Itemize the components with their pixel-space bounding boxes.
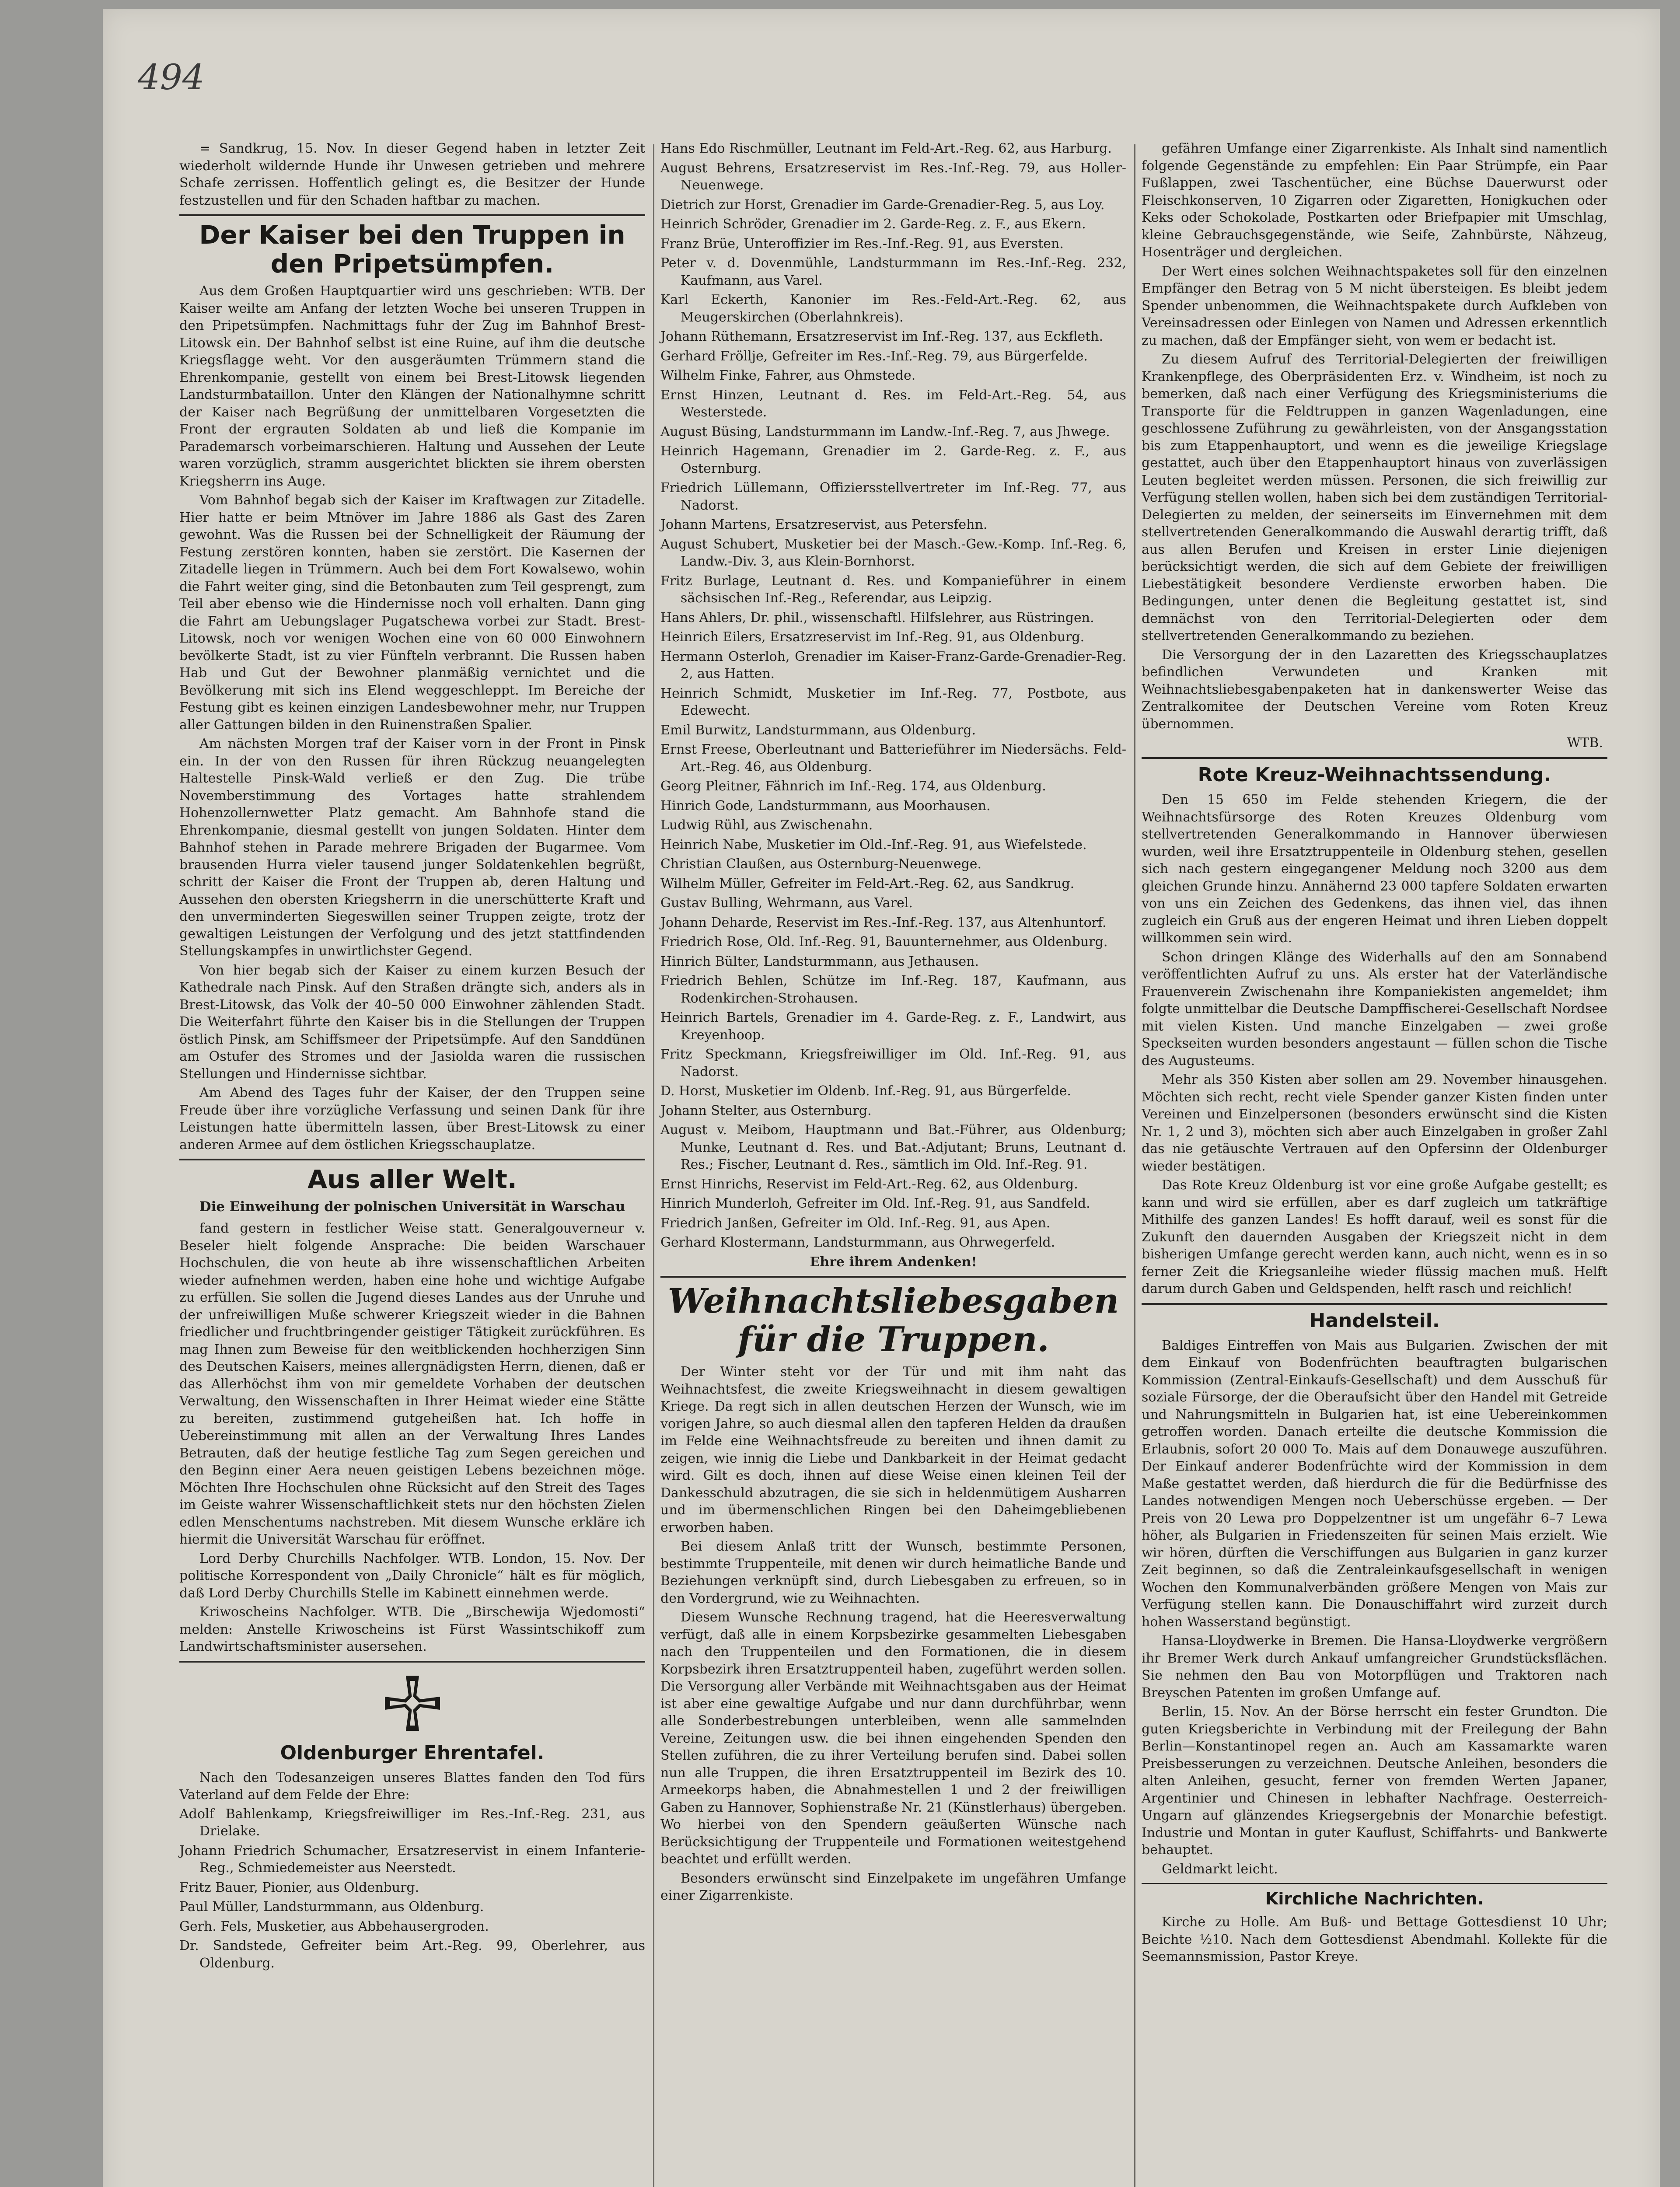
fallen-entry: August Schubert, Musketier bei der Masch.-Gew.-Komp. Inf.-Reg. 6, Landw.-Div. 3, aus Klein-Bornhorst.: [660, 536, 1126, 569]
ehrentafel-entry: Paul Müller, Landsturmmann, aus Oldenburg.: [179, 1899, 484, 1914]
fallen-entry: Hinrich Bülter, Landsturmmann, aus Jethausen.: [660, 954, 979, 969]
kaiser-paragraph: Von hier begab sich der Kaiser zu einem kurzen Besuch der Kathedrale nach Pinsk. Auf den Straßen drängte sich, anders als in Brest-Litowsk, das Volk der 40–50 000 Einwohner zählenden Stadt. Die Weiterfahrt führte den Kaiser bis in die Stellungen der Truppen östlich Pinsk, am Schiffsmeer der Pripetsümpfe. Auf den Sanddünen am Ostufer des Stromes und der Jasiolda waren die russischen Stellungen und Hindernisse sichtbar.: [179, 962, 645, 1082]
kirche-paragraph: Kirche zu Holle. Am Buß- und Bettage Gottesdienst 10 Uhr; Beichte ½10. Nach dem Gottesdienst Abendmahl. Kollekte für die Seemannsmission, Pastor Kreye.: [1142, 1914, 1607, 1964]
kaiser-paragraph: Am Abend des Tages fuhr der Kaiser, der den Truppen seine Freude über ihre vorzügliche Verfassung und seinen Dank für ihre Leistungen hatte übermitteln lassen, über Brest-Litowsk zu einer anderen Armee auf dem östlichen Kriegsschauplatze.: [179, 1085, 645, 1153]
ehrentafel-headline: Oldenburger Ehrentafel.: [280, 1741, 545, 1764]
liebesgaben-paragraph: gefähren Umfange einer Zigarrenkiste. Als Inhalt sind namentlich folgende Gegenstände zu empfehlen: Ein Paar Strümpfe, ein Paar Fußlappen, zwei Taschentücher, eine Büchse Dauerwurst oder Fleischkonserven, 10 Zigarren oder Zigaretten, Honigkuchen oder Keks oder Schokolade, Postkarten oder Briefpapier mit Umschlag, kleine Gebrauchsgegenstände, wie Seife, Zahnbürste, Nähzeug, Hosenträger und dergleichen.: [1142, 141, 1607, 260]
welt-headline: Aus aller Welt.: [307, 1164, 517, 1194]
fallen-entry: August Büsing, Landsturmmann im Landw.-Inf.-Reg. 7, aus Jhwege.: [660, 424, 1110, 440]
column-2: [660, 140, 1126, 1906]
iron-cross-icon: [179, 1670, 645, 1738]
fallen-entry: Karl Eckerth, Kanonier im Res.-Feld-Art.-Reg. 62, aus Meugerskirchen (Oberlahnkreis).: [660, 292, 1126, 325]
handel-paragraph: Berlin, 15. Nov. An der Börse herrscht ein fester Grundton. Die guten Kriegsberichte in Verbindung mit der Freilegung der Bahn Berlin—Konstantinopel regen an. Auch am Kassamarkte waren Preisbesserungen zu verzeichnen. Deutsche Anleihen, besonders die alten Anleihen, gesucht, ferner von fremden Werten Japaner, Argentinier und Chinesen in lebhafter Nachfrage. Oesterreich-Ungarn auf glänzendes Kriegsergebnis der Monarchie befestigt. Industrie und Montan in guter Kauflust, Schiffahrts- und Bankwerte behauptet.: [1142, 1704, 1607, 1858]
fallen-entry: Dietrich zur Horst, Grenadier im Garde-Grenadier-Reg. 5, aus Loy.: [660, 197, 1105, 213]
agency-sign: WTB.: [1567, 735, 1603, 751]
rotes-kreuz-headline: Rote Kreuz-Weihnachtssendung.: [1198, 764, 1551, 786]
fallen-entry: August Behrens, Ersatzreservist im Res.-Inf.-Reg. 79, aus Holler-Neuenwege.: [660, 160, 1126, 193]
column-divider: [653, 144, 654, 2187]
handelsteil-headline: Handelsteil.: [1309, 1309, 1440, 1332]
fallen-entry: Franz Brüe, Unteroffizier im Res.-Inf.-Reg. 91, aus Eversten.: [660, 236, 1064, 252]
ehrentafel-entry: Gerh. Fels, Musketier, aus Abbehausergroden.: [179, 1918, 489, 1934]
fallen-entry: August v. Meibom, Hauptmann und Bat.-Führer, aus Oldenburg; Munke, Leutnant d. Res. und Bat.-Adjutant; Bruns, Leutnant d. Res.; Fischer, Leutnant d. Res., sämtlich im Old. Inf.-Reg. 91.: [660, 1122, 1126, 1172]
fallen-entry: Emil Burwitz, Landsturmmann, aus Oldenburg.: [660, 722, 976, 738]
column-divider: [1134, 144, 1135, 2187]
page-number: 494: [138, 57, 205, 98]
fallen-entry: Friedrich Janßen, Gefreiter im Old. Inf.-Reg. 91, aus Apen.: [660, 1215, 1051, 1231]
fallen-entry: Heinrich Bartels, Grenadier im 4. Garde-Reg. z. F., Landwirt, aus Kreyenhoop.: [660, 1010, 1126, 1043]
fallen-entry: Wilhelm Finke, Fahrer, aus Ohmstede.: [660, 368, 916, 383]
column-3: [1142, 140, 1607, 1967]
fallen-entry: Heinrich Eilers, Ersatzreservist im Inf.-Reg. 91, aus Oldenburg.: [660, 629, 1085, 645]
weihnacht-paragraph: Besonders erwünscht sind Einzelpakete im ungefähren Umfange einer Zigarrenkiste.: [660, 1870, 1126, 1903]
section-rule: [1142, 757, 1607, 759]
newspaper-page: [103, 9, 1660, 2187]
fallen-entry: Hermann Osterloh, Grenadier im Kaiser-Franz-Garde-Grenadier-Reg. 2, aus Hatten.: [660, 649, 1126, 681]
fallen-entry: Ernst Hinzen, Leutnant d. Res. im Feld-Art.-Reg. 54, aus Westerstede.: [660, 387, 1126, 420]
ehrentafel-entry: Johann Friedrich Schumacher, Ersatzreservist in einem Infanterie-Reg., Schmiedemeister aus Neerstedt.: [179, 1843, 645, 1876]
section-rule: [179, 1159, 645, 1160]
fallen-entry: Heinrich Schröder, Grenadier im 2. Garde-Reg. z. F., aus Ekern.: [660, 217, 1086, 232]
liebesgaben-paragraph: Der Wert eines solchen Weihnachtspaketes soll für den einzelnen Empfänger den Betrag von 5 M nicht übersteigen. Es bleibt jedem Spender unbenommen, die Weihnachtspakete durch Aufkleben von Vereinsadressen oder Einlegen von Namen und Adressen erkenntlich zu machen, daß der Empfänger sieht, von wem er bedacht ist.: [1142, 263, 1607, 348]
section-rule: [1142, 1883, 1607, 1884]
weihnacht-paragraph: Bei diesem Anlaß tritt der Wunsch, bestimmte Personen, bestimmte Truppenteile, mit denen wir durch heimatliche Bande und Beziehungen verknüpft sind, durch Liebesgaben zu erfreuen, so in den Vordergrund, wie zu Weihnachten.: [660, 1539, 1126, 1606]
kaiser-paragraph: Aus dem Großen Hauptquartier wird uns geschrieben: WTB. Der Kaiser weilte am Anfang der letzten Woche bei unseren Truppen in den Pripetsümpfen. Nachmittags fuhr der Zug im Bahnhof Brest-Litowsk ein. Der Bahnhof selbst ist eine Ruine, auf ihm die deutsche Kriegsflagge weht. Vor den ausgeräumten Trümmern stand die Ehrenkompanie, gestellt von einem bei Brest-Litowsk liegenden Landsturmbataillon. Unter den Klängen der Nationalhymne schritt der Kaiser nach Begrüßung der unmittelbaren Vorgesetzten die Front der ergrauten Soldaten ab und ließ die Kompanie im Parademarsch vorbeimarschieren. Haltung und Aussehen der Leute waren vorzüglich, stramm ausgerichtet blickten sie ihrem obersten Kriegsherrn ins Auge.: [179, 283, 645, 489]
section-rule: [179, 1661, 645, 1663]
rotes-kreuz-paragraph: Schon dringen Klänge des Widerhalls auf den am Sonnabend veröffentlichten Aufruf zu uns. Als erster hat der Vaterländische Frauenverein Zwischenahn ihre Kompaniekisten angemeldet; ihm folgte unmittelbar die Deutsche Dampffischerei-Gesellschaft Nordsee mit vielen Kisten. Und manche Einzelgaben — zwei große Speckseiten wurden besonders angestaunt — füllen schon die Tische des Augusteums.: [1142, 949, 1607, 1069]
fallen-entry: Johann Martens, Ersatzreservist, aus Petersfehn.: [660, 517, 988, 532]
fallen-entry: Fritz Burlage, Leutnant d. Res. und Kompanieführer in einem sächsischen Inf.-Reg., Referendar, aus Leipzig.: [660, 573, 1126, 606]
fallen-entry: Heinrich Schmidt, Musketier im Inf.-Reg. 77, Postbote, aus Edewecht.: [660, 685, 1126, 718]
fallen-entry: Heinrich Nabe, Musketier im Old.-Inf.-Reg. 91, aus Wiefelstede.: [660, 837, 1087, 852]
kaiser-paragraph: Vom Bahnhof begab sich der Kaiser im Kraftwagen zur Zitadelle. Hier hatte er beim Mtnöver im Jahre 1886 als Gast des Zaren gewohnt. Was die Russen bei der Schnelligkeit der Räumung der Festung zerstören konnten, haben sie zerstört. Die Kasernen der Zitadelle liegen in Trümmern. Auch bei dem Fort Kowalsewo, wohin die Fahrt weiter ging, sind die Betonbauten zum Teil gesprengt, zum Teil aber ebenso wie die Hindernisse noch voll erhalten. Dann ging die Fahrt am Uebungslager Pugatschewa vorbei zur Stadt. Brest-Litowsk, noch vor wenigen Wochen eine von 60 000 Einwohnern bevölkerte Stadt, ist zu vier Fünfteln verbrannt. Die Russen haben Hab und Gut der Bewohner planmäßig vernichtet und die Bevölkerung mit sich ins Elend weggeschleppt. Im Bereiche der Festung gibt es keinen einzigen Landesbewohner mehr, nur Truppen aller Gattungen bilden in den Ruinenstraßen Spalier.: [179, 493, 645, 733]
rotes-kreuz-paragraph: Das Rote Kreuz Oldenburg ist vor eine große Aufgabe gestellt; es kann und wird sie erfüllen, aber es darf zugleich um tatkräftige Mithilfe des ganzen Landes! Es hofft darauf, weil es sonst für die Zukunft den dauernden Ausgaben der Kriegszeit nicht in dem bisherigen Umfange gerecht werden kann, auch nicht, wenn es in so ferner Zeit die Kriegsanleihe wieder flüssig machen muß. Helft darum durch Gaben und Geldspenden, helft rasch und reichlich!: [1142, 1177, 1607, 1296]
welt-paragraph: Lord Derby Churchills Nachfolger. WTB. London, 15. Nov. Der politische Korrespondent von „Daily Chronicle“ hält es für möglich, daß Lord Derby Churchills Stelle im Kabinett einnehmen werde.: [179, 1551, 645, 1601]
fallen-entry: D. Horst, Musketier im Oldenb. Inf.-Reg. 91, aus Bürgerfelde.: [660, 1083, 1071, 1099]
fallen-entry: Christian Claußen, aus Osternburg-Neuenwege.: [660, 856, 982, 872]
fallen-entry: Gerhard Fröllje, Gefreiter im Res.-Inf.-Reg. 79, aus Bürgerfelde.: [660, 348, 1088, 364]
fallen-entry: Friedrich Rose, Old. Inf.-Reg. 91, Bauunternehmer, aus Oldenburg.: [660, 934, 1108, 950]
welt-subheading: Die Einweihung der polnischen Universität in Warschau: [199, 1199, 625, 1215]
ehrentafel-entry: Adolf Bahlenkamp, Kriegsfreiwilliger im Res.-Inf.-Reg. 231, aus Drielake.: [179, 1806, 645, 1839]
fallen-entry: Hinrich Gode, Landsturmmann, aus Moorhausen.: [660, 798, 991, 814]
fallen-entry: Johann Deharde, Reservist im Res.-Inf.-Reg. 137, aus Altenhuntorf.: [660, 915, 1107, 930]
column-1: [179, 140, 645, 1974]
fallen-entry: Heinrich Hagemann, Grenadier im 2. Garde-Reg. z. F., aus Osternburg.: [660, 444, 1126, 476]
fallen-entry: Johann Stelter, aus Osternburg.: [660, 1103, 872, 1118]
fallen-entry: Peter v. d. Dovenmühle, Landsturmmann im Res.-Inf.-Reg. 232, Kaufmann, aus Varel.: [660, 255, 1126, 288]
sandkrug-report: = Sandkrug, 15. Nov. In dieser Gegend haben in letzter Zeit wiederholt wildernde Hunde ihr Unwesen getrieben und mehrere Schafe zerrissen. Hoffentlich gelingt es, die Besitzer der Hunde festzustellen und für den Schaden haftbar zu machen.: [179, 141, 645, 208]
welt-paragraph: Kriwoscheins Nachfolger. WTB. Die „Birschewija Wjedomosti“ melden: Anstelle Kriwoscheins ist Fürst Wassintschikoff zum Landwirtschaftsminister ausersehen.: [179, 1604, 645, 1654]
weihnacht-paragraph: Diesem Wunsche Rechnung tragend, hat die Heeresverwaltung verfügt, daß alle in einem Korpsbezirke gesammelten Liebesgaben nach den Truppenteilen und den Formationen, die in diesem Korpsbezirk ihren Ersatztruppenteil haben, zugeführt werden sollen. Die Versorgung aller Verbände mit Weihnachtsgaben aus der Heimat ist aber eine gewaltige Aufgabe und nur dann durchführbar, wenn alle Sonderbestrebungen unterbleiben, wenn alle sammelnden Vereine, Zeitungen usw. die bei ihnen eingehenden Spenden den Stellen zuführen, die zu ihrer Verteilung berufen sind. Dabei sollen nun alle Truppen, die ihren Ersatztruppenteil im Bezirk des 10. Armeekorps haben, die Abnahmestellen 1 und 2 der freiwilligen Gaben zu Hannover, Sophienstraße Nr. 21 (Künstlerhaus) übergeben. Wo hierbei von den Spendern geäußerten Wünsche nach Berücksichtigung der Truppenteile und Formationen weitestgehend beachtet und erfüllt werden.: [660, 1610, 1126, 1867]
fallen-entry: Johann Rüthemann, Ersatzreservist im Inf.-Reg. 137, aus Eckfleth.: [660, 329, 1104, 344]
fallen-entry: Friedrich Behlen, Schütze im Inf.-Reg. 187, Kaufmann, aus Rodenkirchen-Strohausen.: [660, 973, 1126, 1006]
fallen-entry: Ludwig Rühl, aus Zwischenahn.: [660, 818, 873, 833]
fallen-entry: Hans Ahlers, Dr. phil., wissenschaftl. Hilfslehrer, aus Rüstringen.: [660, 610, 1094, 625]
liebesgaben-paragraph: Die Versorgung der in den Lazaretten des Kriegsschauplatzes befindlichen Verwundeten und Kranken mit Weihnachtsliebesgabenpaketen hat in dankenswerter Weise das Zentralkomitee der Deutschen Vereine vom Roten Kreuz übernommen.: [1142, 647, 1607, 732]
ehrentafel-entry: Fritz Bauer, Pionier, aus Oldenburg.: [179, 1880, 419, 1895]
fallen-entry: Ernst Hinrichs, Reservist im Feld-Art.-Reg. 62, aus Oldenburg.: [660, 1176, 1078, 1192]
kirchliche-headline: Kirchliche Nachrichten.: [1265, 1889, 1484, 1908]
section-rule: [660, 1276, 1126, 1278]
kaiser-paragraph: Am nächsten Morgen traf der Kaiser vorn in der Front in Pinsk ein. In der von den Russen für ihren Rückzug neuangelegten Haltestelle Pinsk-Wald verließ er den Zug. Die trübe Novemberstimmung des Vortages hatte strahlendem Hohenzollernwetter Platz gemacht. Am Bahnhofe stand die Ehrenkompanie, diesmal gestellt von jungen Soldaten. Hinter dem Bahnhof stehen in Parade mehrere Brigaden der Bugarmee. Vom brausenden Hurra vieler tausend junger Soldatenkehlen begrüßt, schritt der Kaiser die Front der Truppen ab, deren Haltung und Aussehen den obersten Kriegsherrn in die unerschütterte Kraft und den unverminderten Siegeswillen seiner Truppen zeigte, trotz der gewaltigen Leistungen der Verfolgung und des jetzt stattfindenden Stellungskampfes in unwirtlichster Gegend.: [179, 736, 645, 959]
welt-paragraph: fand gestern in festlicher Weise statt. Generalgouverneur v. Beseler hielt folgende Ansprache: Die beiden Warschauer Hochschulen, die von heute ab ihre wissenschaftlichen Arbeiten wieder aufnehmen werden, haben eine hohe und wichtige Aufgabe zu erfüllen. Sie sollen die Jugend dieses Landes aus der Unruhe und der unfreiwilligen Muße schwerer Kriegszeit wieder in die Bahnen friedlicher und fruchtbringender geistiger Tätigkeit zurückführen. Es mag Ihnen zum Beweise für den weitblickenden hochherzigen Sinn des Deutschen Kaisers, meines allergnädigsten Herrn, dienen, daß er das Allerhöchst ihm von mir gemeldete Vorhaben der deutschen Verwaltung, den Wissenschaften in Ihrer Heimat wieder eine Stätte zu bereiten, zustimmend gutgeheißen hat. Ich hoffe in Uebereinstimmung mit allen an der Verwaltung Ihres Landes Betrauten, daß der heutige festliche Tag zum Segen gereichen und den Beginn einer Aera neuen geistigen Lebens bezeichnen möge. Möchten Ihre Hochschulen ohne Rücksicht auf den Streit des Tages im Geiste wahrer Wissenschaftlichkeit stets nur den höchsten Zielen edlen Menschentums nachstreben. Mit diesem Wunsche erkläre ich hiermit die Universität Warschau für eröffnet.: [179, 1221, 645, 1547]
ehre-line: Ehre ihrem Andenken!: [810, 1254, 977, 1270]
handel-paragraph: Baldiges Eintreffen von Mais aus Bulgarien. Zwischen der mit dem Einkauf von Bodenfrüchten beauftragten bulgarischen Kommission (Zentral-Einkaufs-Gesellschaft) und dem Ausschuß für soziale Fürsorge, der die Oberaufsicht über den Handel mit Getreide und Nahrungsmitteln in Bulgarien hat, ist eine Uebereinkommen getroffen worden. Danach erteilte die deutsche Kommission die Erlaubnis, sofort 20 000 To. Mais auf dem Donauwege auszuführen. Der Einkauf anderer Bodenfrüchte wird der Kommission in dem Maße gestattet werden, daß hierdurch die für die Bedürfnisse des Landes notwendigen Mengen noch Ueberschüsse ergeben. — Der Preis von 20 Lewa pro Doppelzentner ist um ungefähr 6–7 Lewa höher, als Bulgarien in Friedenszeiten für seinen Mais erzielt. Wie wir hören, dürften die Verschiffungen aus Bulgarien in ganz kurzer Zeit beginnen, so daß die Zentraleinkaufsgesellschaft in wenigen Wochen den Kommunalverbänden größere Mengen von Mais zur Verfügung stellen kann. Die Donauschiffahrt wird zurzeit durch hohen Wasserstand begünstigt.: [1142, 1338, 1607, 1630]
rotes-kreuz-paragraph: Den 15 650 im Felde stehenden Kriegern, die der Weihnachtsfürsorge des Roten Kreuzes Oldenburg vom stellvertretenden Generalkommando in Hannover überwiesen wurden, weil ihre Ersatztruppenteile in Oldenburg stehen, gesellen sich nach gestern eingegangener Meldung noch 3200 aus dem gleichen Grunde hinzu. Annähernd 23 000 tapfere Soldaten erwarten von uns ein Zeichen des Gedenkens, das ihnen viel, das ihnen zugleich ein Gruß aus der engeren Heimat und ihren Lieben doppelt willkommen sein wird.: [1142, 792, 1607, 946]
fallen-entry: Friedrich Lüllemann, Offiziersstellvertreter im Inf.-Reg. 77, aus Nadorst.: [660, 480, 1126, 513]
geldmarkt-line: Geldmarkt leicht.: [1162, 1861, 1278, 1877]
handel-paragraph: Hansa-Lloydwerke in Bremen. Die Hansa-Lloydwerke vergrößern ihr Bremer Werk durch Ankauf umfangreicher Grundstücksflächen. Sie nehmen den Bau von Motorpflügen und Traktoren nach Breyschen Patenten im großen Umfange auf.: [1142, 1633, 1607, 1701]
section-rule: [179, 214, 645, 216]
ehrentafel-intro: Nach den Todesanzeigen unseres Blattes fanden den Tod fürs Vaterland auf dem Felde der Ehre:: [179, 1770, 645, 1803]
kaiser-headline: Der Kaiser bei den Truppen in den Pripetsümpfen.: [199, 220, 625, 279]
fallen-entry: Wilhelm Müller, Gefreiter im Feld-Art.-Reg. 62, aus Sandkrug.: [660, 876, 1075, 891]
fallen-entry: Fritz Speckmann, Kriegsfreiwilliger im Old. Inf.-Reg. 91, aus Nadorst.: [660, 1047, 1126, 1080]
liebesgaben-paragraph: Zu diesem Aufruf des Territorial-Delegierten der freiwilligen Krankenpflege, des Oberpräsidenten Erz. v. Windheim, ist noch zu bemerken, daß nach einer Verfügung des Kriegsministeriums die Transporte für die Feldtruppen in ganzen Wagenladungen, eine geschlossene Zuführung zu gewährleisten, von der Ansgangsstation bis zum Etappenhauptort, und wenn es die jeweilige Kriegslage gestattet, auch über den Etappenhauptort hinaus von zuverlässigen Leuten begleitet werden müssen. Personen, die sich freiwillig zur Verfügung stellen wollen, haben sich bei dem zuständigen Territorial-Delegierten zu melden, der seinerseits im Einvernehmen mit dem stellvertretenden Generalkommando die Auswahl derartig trifft, daß aus allen Berufen und Kreisen in erster Linie diejenigen berücksichtigt werden, die sich auf dem Gebiete der freiwilligen Liebestätigkeit besondere Verdienste erworben haben. Die Bedingungen, unter denen die Begleitung gestattet ist, sind demnächst von den Territorial-Delegierten oder dem stellvertretenden Generalkommando zu beziehen.: [1142, 352, 1607, 643]
rotes-kreuz-paragraph: Mehr als 350 Kisten aber sollen am 29. November hinausgehen. Möchten sich recht, recht viele Spender ganzer Kisten finden unter Vereinen und Einzelpersonen (besonders erwünscht sind die Kisten Nr. 1, 2 und 3), möchten sich aber auch Einzelgaben in großer Zahl das nie getäuschte Vertrauen auf den Opfersinn der Oldenburger wieder bestätigen.: [1142, 1072, 1607, 1174]
fallen-entry: Hans Edo Rischmüller, Leutnant im Feld-Art.-Reg. 62, aus Harburg.: [660, 141, 1112, 156]
fallen-entry: Georg Pleitner, Fähnrich im Inf.-Reg. 174, aus Oldenburg.: [660, 779, 1046, 794]
fallen-entry: Gustav Bulling, Wehrmann, aus Varel.: [660, 895, 913, 911]
ehrentafel-entry: Dr. Sandstede, Gefreiter beim Art.-Reg. 99, Oberlehrer, aus Oldenburg.: [179, 1938, 645, 1971]
weihnacht-headline: Weihnachtsliebesgaben für die Truppen.: [667, 1281, 1119, 1359]
fallen-entry: Hinrich Munderloh, Gefreiter im Old. Inf.-Reg. 91, aus Sandfeld.: [660, 1196, 1090, 1211]
fallen-entry: Ernst Freese, Oberleutnant und Batterieführer im Niedersächs. Feld-Art.-Reg. 46, aus Oldenburg.: [660, 742, 1126, 775]
weihnacht-paragraph: Der Winter steht vor der Tür und mit ihm naht das Weihnachtsfest, die zweite Kriegsweihnacht in diesem gewaltigen Kriege. Da regt sich in allen deutschen Herzen der Wunsch, wie im vorigen Jahre, so auch diesmal allen den tapferen Helden da draußen im Felde eine Weihnachtsfreude zu bereiten und ihnen damit zu zeigen, wie innig die Liebe und Dankbarkeit in der Heimat gedacht wird. Gilt es doch, ihnen auf diese Weise einen kleinen Teil der Dankesschuld abzutragen, die sie sich in heldenmütigem Ausharren und im übermenschlichen Ringen bei den Daheimgebliebenen erworben haben.: [660, 1364, 1126, 1535]
section-rule: [1142, 1303, 1607, 1305]
fallen-entry: Gerhard Klostermann, Landsturmmann, aus Ohrwegerfeld.: [660, 1235, 1055, 1250]
